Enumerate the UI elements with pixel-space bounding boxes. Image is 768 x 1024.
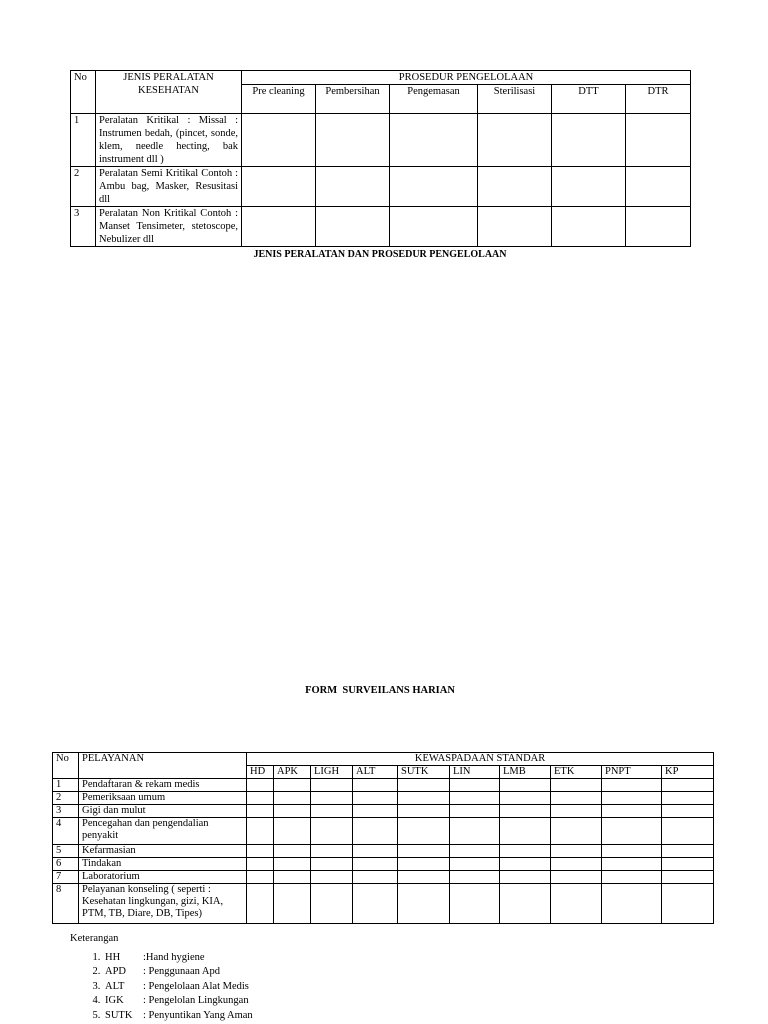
cell[interactable]: [316, 207, 390, 247]
cell[interactable]: [274, 845, 311, 858]
cell[interactable]: [500, 884, 551, 924]
cell[interactable]: [353, 805, 398, 818]
cell[interactable]: [602, 845, 662, 858]
header-col: DTR: [626, 85, 691, 114]
keterangan: [70, 932, 253, 1023]
cell[interactable]: [551, 884, 602, 924]
table-row: [53, 792, 714, 805]
header-col: HD: [247, 766, 274, 779]
keterangan-desc: : Penyuntikan Yang Aman: [143, 1009, 253, 1021]
surveillance-table: [52, 752, 714, 924]
cell[interactable]: [662, 818, 714, 845]
cell[interactable]: [552, 114, 626, 167]
table-row: [71, 207, 691, 247]
cell[interactable]: [398, 884, 450, 924]
cell[interactable]: [274, 805, 311, 818]
cell[interactable]: [311, 818, 353, 845]
cell[interactable]: [450, 792, 500, 805]
form-title: FORM SURVEILANS HARIAN: [305, 685, 455, 696]
keterangan-code: ALT: [105, 980, 125, 992]
table-row: [53, 805, 714, 818]
cell[interactable]: [390, 167, 478, 207]
header-col: APK: [274, 766, 311, 779]
cell[interactable]: [311, 884, 353, 924]
cell[interactable]: [311, 792, 353, 805]
header-col: Pembersihan: [316, 85, 390, 114]
header-col: SUTK: [398, 766, 450, 779]
cell[interactable]: [242, 207, 316, 247]
cell[interactable]: [274, 779, 311, 792]
cell[interactable]: [398, 792, 450, 805]
cell[interactable]: [450, 818, 500, 845]
cell[interactable]: [311, 805, 353, 818]
cell[interactable]: [242, 167, 316, 207]
keterangan-code: SUTK: [105, 1009, 133, 1021]
cell[interactable]: [626, 114, 691, 167]
cell[interactable]: [398, 805, 450, 818]
cell[interactable]: [478, 167, 552, 207]
cell[interactable]: [450, 805, 500, 818]
cell[interactable]: [662, 845, 714, 858]
cell[interactable]: [662, 884, 714, 924]
header-col: PNPT: [602, 766, 662, 779]
cell[interactable]: [353, 792, 398, 805]
header-col: ALT: [353, 766, 398, 779]
cell[interactable]: [247, 818, 274, 845]
cell[interactable]: [274, 858, 311, 871]
header-col: Pre cleaning: [242, 85, 316, 114]
cell[interactable]: [500, 871, 551, 884]
cell[interactable]: [353, 871, 398, 884]
cell[interactable]: [274, 871, 311, 884]
cell[interactable]: [662, 858, 714, 871]
cell[interactable]: [551, 858, 602, 871]
row-pelayanan: Gigi dan mulut: [79, 805, 247, 818]
cell[interactable]: [662, 805, 714, 818]
keterangan-code: APD: [105, 966, 127, 977]
cell[interactable]: [353, 858, 398, 871]
header-pelayanan: PELAYANAN: [79, 753, 247, 779]
keterangan-desc: : Pengelolan Lingkungan: [143, 995, 249, 1006]
table-row: [53, 818, 714, 845]
cell[interactable]: [552, 207, 626, 247]
equipment-procedure-table: [70, 70, 691, 247]
cell[interactable]: [247, 871, 274, 884]
cell[interactable]: [551, 779, 602, 792]
cell[interactable]: [274, 792, 311, 805]
row-pelayanan: Kefarmasian: [79, 845, 247, 858]
cell[interactable]: [247, 779, 274, 792]
cell[interactable]: [551, 871, 602, 884]
header-col: KP: [662, 766, 714, 779]
row-no: 2: [53, 792, 79, 805]
cell[interactable]: [311, 779, 353, 792]
cell[interactable]: [390, 207, 478, 247]
cell[interactable]: [353, 779, 398, 792]
keterangan-item: [103, 951, 253, 966]
header-col: Pengemasan: [390, 85, 478, 114]
cell[interactable]: [500, 818, 551, 845]
cell[interactable]: [602, 805, 662, 818]
row-no: 1: [53, 779, 79, 792]
header-kewaspadaan: KEWASPADAAN STANDAR: [247, 753, 714, 766]
row-no: 6: [53, 858, 79, 871]
cell[interactable]: [450, 845, 500, 858]
table-caption: JENIS PERALATAN DAN PROSEDUR PENGELOLAAN: [253, 249, 507, 260]
row-pelayanan: Pendaftaran & rekam medis: [79, 779, 247, 792]
cell[interactable]: [398, 845, 450, 858]
cell[interactable]: [274, 884, 311, 924]
cell[interactable]: [602, 818, 662, 845]
keterangan-title: Keterangan: [70, 933, 119, 944]
row-no: 8: [53, 884, 79, 924]
header-col: LIN: [450, 766, 500, 779]
cell[interactable]: [311, 845, 353, 858]
cell[interactable]: [311, 871, 353, 884]
cell[interactable]: [398, 858, 450, 871]
header-col: LIGH: [311, 766, 353, 779]
cell[interactable]: [500, 792, 551, 805]
row-pelayanan: Tindakan: [79, 858, 247, 871]
cell[interactable]: [602, 884, 662, 924]
table-row: [53, 871, 714, 884]
cell[interactable]: [500, 845, 551, 858]
header-col: Sterilisasi: [478, 85, 552, 114]
cell[interactable]: [551, 792, 602, 805]
cell[interactable]: [247, 858, 274, 871]
keterangan-desc: : Penggunaan Apd: [143, 966, 220, 977]
row-no: 3: [53, 805, 79, 818]
keterangan-code: IGK: [105, 995, 124, 1006]
keterangan-item: [103, 965, 253, 980]
row-no: 5: [53, 845, 79, 858]
cell[interactable]: [316, 114, 390, 167]
cell[interactable]: [353, 884, 398, 924]
cell[interactable]: [450, 779, 500, 792]
cell[interactable]: [500, 805, 551, 818]
cell[interactable]: [353, 845, 398, 858]
cell[interactable]: [316, 167, 390, 207]
cell[interactable]: [450, 871, 500, 884]
cell[interactable]: [626, 167, 691, 207]
row-pelayanan: Pemeriksaan umum: [79, 792, 247, 805]
keterangan-desc: :Hand hygiene: [143, 951, 205, 963]
header-col: LMB: [500, 766, 551, 779]
cell[interactable]: [478, 207, 552, 247]
cell[interactable]: [450, 858, 500, 871]
cell[interactable]: [353, 818, 398, 845]
row-no: 2: [71, 167, 96, 207]
cell[interactable]: [398, 871, 450, 884]
row-no: 3: [71, 207, 96, 247]
cell[interactable]: [602, 792, 662, 805]
table-row: [53, 779, 714, 792]
row-pelayanan: Pencegahan dan pengendalian penyakit: [79, 818, 247, 845]
keterangan-desc: : Pengelolaan Alat Medis: [143, 980, 249, 992]
cell[interactable]: [450, 884, 500, 924]
cell[interactable]: [242, 114, 316, 167]
cell[interactable]: [500, 779, 551, 792]
keterangan-item: [103, 1009, 253, 1024]
keterangan-item: [103, 980, 253, 995]
table-row: [53, 858, 714, 871]
header-col: DTT: [552, 85, 626, 114]
cell[interactable]: [274, 818, 311, 845]
cell[interactable]: [247, 884, 274, 924]
cell[interactable]: [398, 779, 450, 792]
header-col: ETK: [551, 766, 602, 779]
cell[interactable]: [311, 858, 353, 871]
header-prosedur: PROSEDUR PENGELOLAAN: [242, 71, 691, 85]
cell[interactable]: [247, 845, 274, 858]
cell[interactable]: [662, 779, 714, 792]
cell[interactable]: [500, 858, 551, 871]
keterangan-list: [70, 951, 253, 1024]
row-no: 4: [53, 818, 79, 845]
table-row: [71, 114, 691, 167]
cell[interactable]: [551, 818, 602, 845]
cell[interactable]: [602, 779, 662, 792]
cell[interactable]: [247, 792, 274, 805]
row-no: 7: [53, 871, 79, 884]
cell[interactable]: [551, 845, 602, 858]
cell[interactable]: [247, 805, 274, 818]
row-jenis: Peralatan Non Kritikal Contoh : Manset Tensimeter, stetoscope, Nebulizer dll: [96, 207, 242, 247]
cell[interactable]: [398, 818, 450, 845]
cell[interactable]: [602, 871, 662, 884]
cell[interactable]: [390, 114, 478, 167]
cell[interactable]: [478, 114, 552, 167]
cell[interactable]: [551, 805, 602, 818]
cell[interactable]: [552, 167, 626, 207]
cell[interactable]: [662, 871, 714, 884]
keterangan-code: HH: [105, 951, 121, 963]
row-pelayanan: Laboratorium: [79, 871, 247, 884]
table-row: [53, 845, 714, 858]
header-no: No: [53, 753, 79, 779]
row-no: 1: [71, 114, 96, 167]
keterangan-item: [103, 994, 253, 1009]
row-jenis: Peralatan Semi Kritikal Contoh : Ambu bag, Masker, Resusitasi dll: [96, 167, 242, 207]
row-jenis: Peralatan Kritikal : Missal : Instrumen bedah, (pincet, sonde, klem, needle hecting, bak instrument dll ): [96, 114, 242, 167]
header-no: No: [71, 71, 96, 114]
row-pelayanan: Pelayanan konseling ( seperti : Kesehatan lingkungan, gizi, KIA, PTM, TB, Diare, DB, Tipes): [79, 884, 247, 924]
cell[interactable]: [662, 792, 714, 805]
cell[interactable]: [626, 207, 691, 247]
cell[interactable]: [602, 858, 662, 871]
table-row: [53, 884, 714, 924]
table-row: [71, 167, 691, 207]
header-jenis: JENIS PERALATAN KESEHATAN: [96, 71, 242, 114]
